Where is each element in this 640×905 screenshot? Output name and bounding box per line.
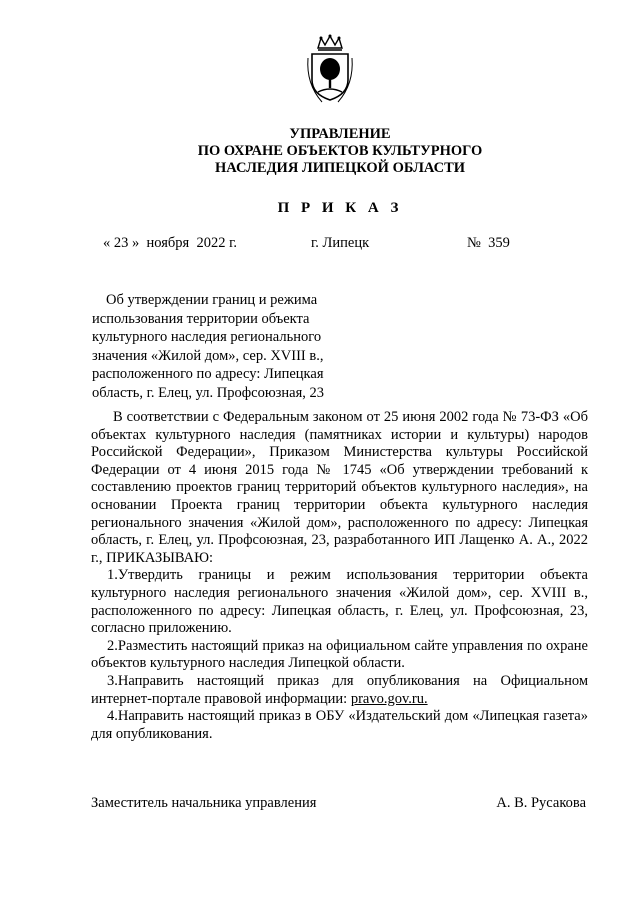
order-number: № 359 xyxy=(467,235,510,251)
order-city: г. Липецк xyxy=(311,235,370,251)
agency-name-line-1: УПРАВЛЕНИЕ xyxy=(289,126,391,142)
agency-name-line-3: НАСЛЕДИЯ ЛИПЕЦКОЙ ОБЛАСТИ xyxy=(214,160,466,176)
order-item-4: 4.Направить настоящий приказ в ОБУ «Издательский дом «Липецкая газета» для опубликования. xyxy=(91,708,588,742)
order-date: « 23 » ноября 2022 г. xyxy=(103,235,238,251)
subject-line: использования территории объекта xyxy=(92,310,310,327)
signatory-position: Заместитель начальника управления xyxy=(91,795,317,811)
order-item-1: 1.Утвердить границы и режим использования территории объекта культурного наследия регионального значения «Жилой дом», сер. XVIII в., расположенного по адресу: Липецкая область, г. Елец, ул. Профсоюзная, 23, согласно приложению. xyxy=(91,567,588,637)
subject-line: область, г. Елец, ул. Профсоюзная, 23 xyxy=(92,384,324,401)
subject-line: культурного наследия регионального xyxy=(92,329,322,345)
subject-line: расположенного по адресу: Липецкая xyxy=(92,366,324,382)
order-item-3 xyxy=(91,673,588,708)
order-item-3-text: 3.Направить настоящий приказ для опубликования на Официальном интернет-портале правовой информации: xyxy=(91,672,588,707)
agency-name-line-2: ПО ОХРАНЕ ОБЪЕКТОВ КУЛЬТУРНОГО xyxy=(197,143,483,159)
order-subject xyxy=(92,291,354,402)
preamble-paragraph: В соответствии с Федеральным законом от 25 июня 2002 года № 73-ФЗ «Об объектах культурного наследия (памятниках истории и культуры) народов Российской Федерации», Приказом Министерства культуры Российской Федерации от 4 июня 2015 года № 1745 «Об утверждении требований к составлению проектов границ территорий объектов культурного наследия», на основании Проекта границ территории объекта культурного наследия регионального значения «Жилой дом», расположенного по адресу: Липецкая область, г. Елец, ул. Профсоюзная, 23, разработанного ИП Лащенко А. А., 2022 г., ПРИКАЗЫВАЮ: xyxy=(91,409,588,566)
coat-of-arms-icon xyxy=(304,34,356,106)
pravo-gov-link[interactable]: pravo.gov.ru. xyxy=(350,690,428,707)
order-item-2: 2.Разместить настоящий приказ на официальном сайте управления по охране объектов культурного наследия Липецкой области. xyxy=(91,637,588,672)
order-title: П Р И К А З xyxy=(277,200,403,216)
order-body xyxy=(91,409,588,743)
subject-line: Об утверждении границ и режима xyxy=(106,292,318,308)
signatory-name: А. В. Русакова xyxy=(496,795,586,811)
subject-line: значения «Жилой дом», сер. XVIII в., xyxy=(92,347,324,364)
